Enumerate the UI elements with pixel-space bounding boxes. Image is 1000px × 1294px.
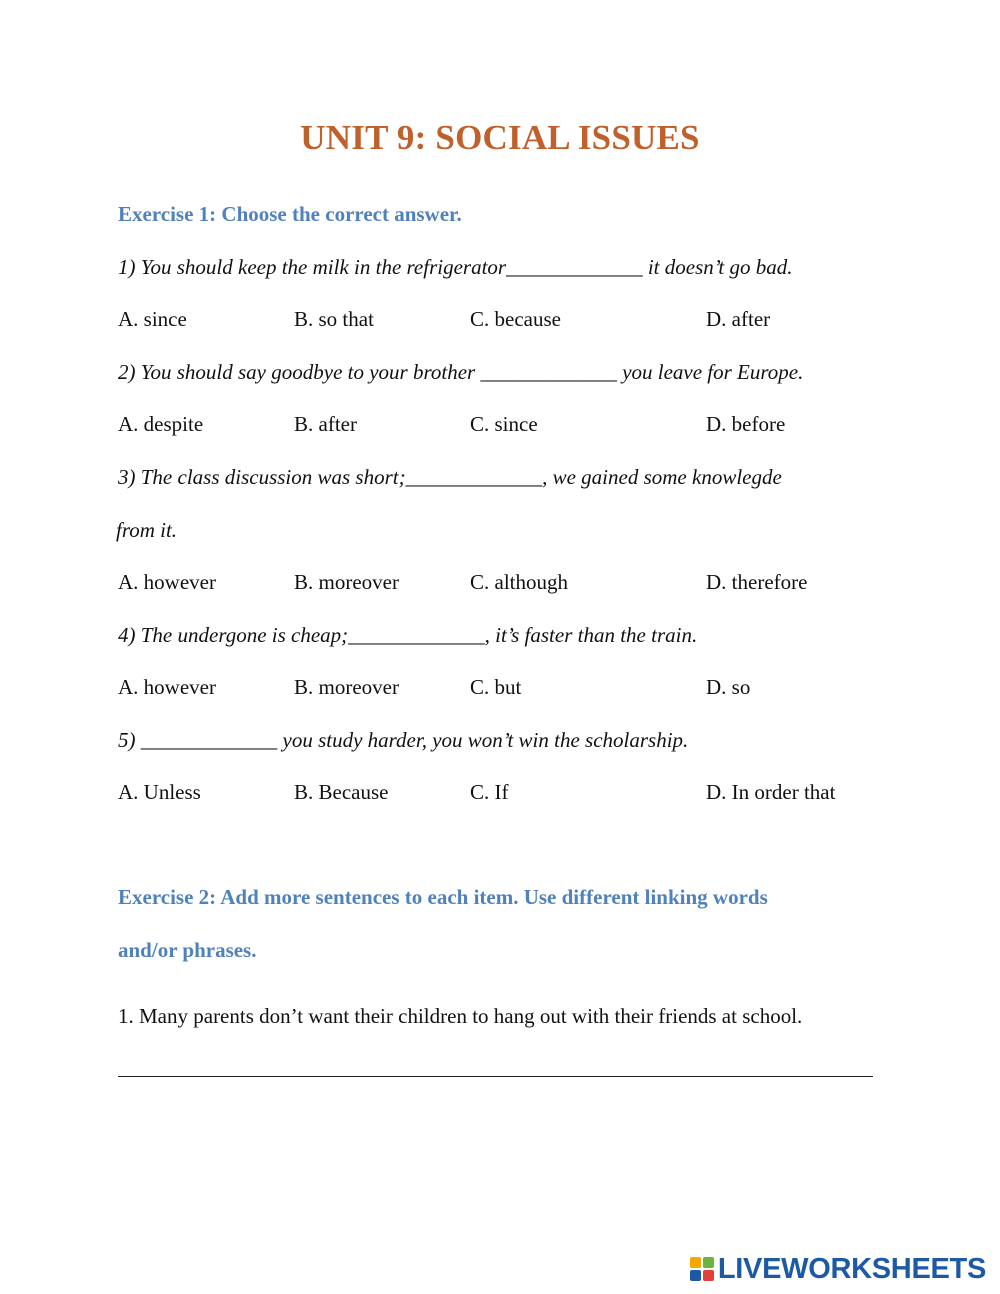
logo-text: LIVEWORKSHEETS [717, 1252, 986, 1285]
option-d[interactable]: D. so [706, 675, 751, 699]
answer-line-input[interactable] [118, 1076, 873, 1077]
answer-blank[interactable]: _____________ [506, 255, 643, 279]
exercise-2-heading: Exercise 2: Add more sentences to each item. Use different linking words [118, 885, 768, 909]
page-title: UNIT 9: SOCIAL ISSUES [300, 118, 700, 157]
question-5 [118, 727, 688, 753]
option-b[interactable]: B. Because [294, 780, 389, 804]
option-c[interactable]: C. since [470, 412, 538, 436]
question-text: , it’s faster than the train. [484, 623, 698, 647]
question-4-options [118, 674, 918, 700]
logo-square [690, 1270, 701, 1281]
question-text: you study harder, you won’t win the scholarship. [277, 728, 689, 752]
question-text: 1) You should keep the milk in the refrigerator [118, 255, 507, 279]
option-a[interactable]: A. however [118, 570, 216, 594]
question-3 [118, 464, 782, 490]
question-2 [118, 359, 803, 385]
question-text: you leave for Europe. [616, 360, 804, 384]
option-b[interactable]: B. moreover [294, 570, 399, 594]
answer-blank[interactable]: _____________ [480, 360, 617, 384]
question-5-options [118, 779, 918, 805]
logo-square [703, 1270, 714, 1281]
logo-mark-icon [690, 1257, 714, 1281]
question-text: , we gained some knowlegde [542, 465, 782, 489]
question-1-options [118, 306, 918, 332]
option-c[interactable]: C. If [470, 780, 509, 804]
logo-square [703, 1257, 714, 1268]
option-d[interactable]: D. after [706, 307, 771, 331]
option-b[interactable]: B. so that [294, 307, 374, 331]
option-a[interactable]: A. Unless [118, 780, 201, 804]
option-c[interactable]: C. because [470, 307, 561, 331]
option-b[interactable]: B. after [294, 412, 357, 436]
question-text: 3) The class discussion was short; [118, 465, 406, 489]
question-text: 2) You should say goodbye to your brother [118, 360, 481, 384]
option-a[interactable]: A. despite [118, 412, 204, 436]
exercise-1-heading: Exercise 1: Choose the correct answer. [118, 202, 462, 226]
question-text: 5) [118, 728, 141, 752]
answer-blank[interactable]: _____________ [348, 623, 485, 647]
question-3-options [118, 569, 918, 595]
option-a[interactable]: A. however [118, 675, 216, 699]
question-3-continuation: from it. [116, 518, 178, 542]
answer-blank[interactable]: _____________ [405, 465, 543, 489]
question-2-options [118, 411, 918, 437]
option-d[interactable]: D. therefore [706, 570, 808, 594]
question-text: it doesn’t go bad. [642, 255, 793, 279]
option-c[interactable]: C. although [470, 570, 568, 594]
option-d[interactable]: D. before [706, 412, 786, 436]
answer-blank[interactable]: _____________ [140, 728, 278, 752]
option-c[interactable]: C. but [470, 675, 522, 699]
option-b[interactable]: B. moreover [294, 675, 399, 699]
option-d[interactable]: D. In order that [706, 780, 836, 804]
question-text: 4) The undergone is cheap; [118, 623, 349, 647]
liveworksheets-logo [690, 1252, 986, 1286]
exercise-2-heading-continuation: and/or phrases. [118, 938, 257, 962]
exercise-2-item-1: 1. Many parents don’t want their children to hang out with their friends at school. [118, 1004, 803, 1028]
logo-square [690, 1257, 701, 1268]
option-a[interactable]: A. since [118, 307, 187, 331]
question-1 [118, 254, 793, 280]
question-4 [118, 622, 697, 648]
